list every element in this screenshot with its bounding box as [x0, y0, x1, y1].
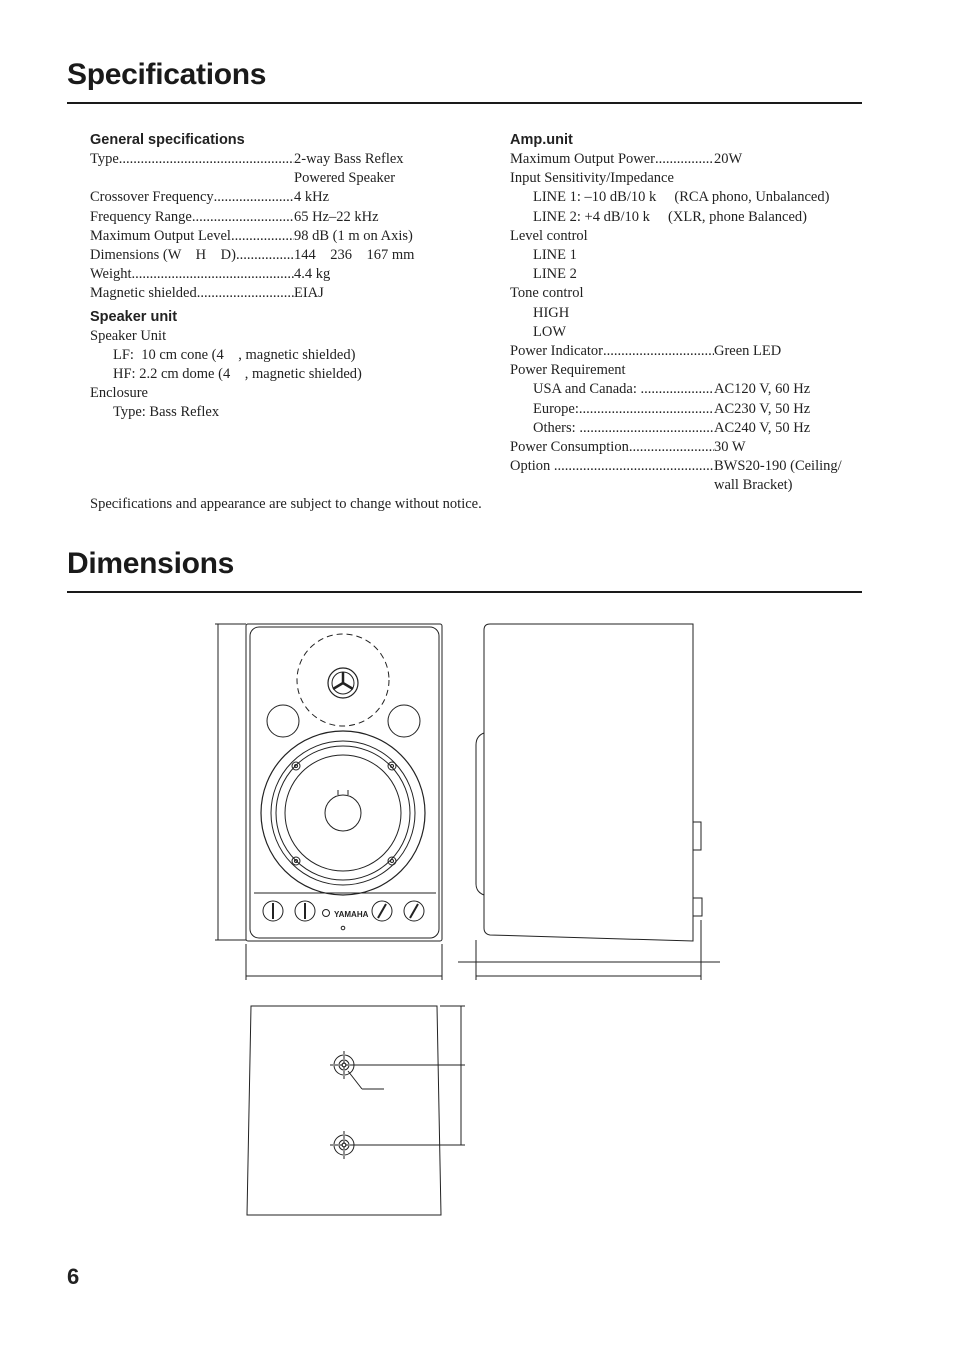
spec-label: Frequency Range — [90, 208, 192, 225]
page-number: 6 — [67, 1264, 80, 1289]
spec-notice: Specifications and appearance are subject to change without notice. — [90, 496, 482, 512]
spec-value: AC240 V, 50 Hz — [714, 419, 811, 436]
spec-value: 30 W — [714, 439, 746, 456]
back-view-drawing — [247, 1006, 465, 1215]
spec-value: 4 kHz — [294, 189, 330, 206]
speaker-unit-label: Speaker Unit — [90, 327, 167, 344]
enclosure-label: Enclosure — [90, 385, 148, 402]
speaker-unit-lf: LF: 10 cm cone (4 , magnetic shielded) — [113, 346, 356, 363]
tone-low: LOW — [533, 323, 567, 340]
level-line2: LINE 2 — [533, 266, 577, 283]
power-requirement-label: Power Requirement — [510, 362, 626, 379]
spec-label: Magnetic shielded — [90, 285, 197, 302]
spec-label: Crossover Frequency — [90, 189, 214, 206]
spec-label: Maximum Output Level — [90, 227, 231, 244]
spec-label: Others: — [533, 419, 580, 436]
spec-value: 144 236 167 mm — [294, 247, 415, 264]
input-line1: LINE 1: –10 dB/10 k (RCA phono, Unbalanced) — [533, 189, 830, 206]
spec-value: 98 dB (1 m on Axis) — [294, 227, 413, 244]
general-spec-heading: General specifications — [90, 132, 245, 148]
spec-value: 20W — [714, 151, 743, 167]
spec-value: AC120 V, 60 Hz — [714, 381, 811, 398]
tone-control-label: Tone control — [510, 285, 584, 302]
spec-label: Europe: — [533, 400, 579, 417]
spec-value-cont: Powered Speaker — [294, 170, 396, 187]
input-sensitivity-label: Input Sensitivity/Impedance — [510, 170, 674, 187]
spec-value: Green LED — [714, 343, 782, 360]
speaker-unit-hf: HF: 2.2 cm dome (4 , magnetic shielded) — [113, 366, 362, 383]
dimensions-title: Dimensions — [67, 547, 235, 580]
tone-high: HIGH — [533, 304, 570, 321]
yamaha-logo: YAMAHA — [334, 910, 369, 919]
spec-label: Power Consumption — [510, 439, 629, 456]
spec-value: AC230 V, 50 Hz — [714, 400, 811, 417]
spec-value: EIAJ — [294, 285, 324, 302]
spec-label: USA and Canada: — [533, 381, 641, 398]
spec-value: 65 Hz–22 kHz — [294, 208, 379, 225]
level-control-label: Level control — [510, 227, 588, 244]
amp-unit-heading: Amp.unit — [510, 132, 573, 148]
spec-value: 4.4 kg — [294, 266, 331, 283]
spec-label: Option — [510, 458, 554, 475]
spec-label: Maximum Output Power — [510, 151, 655, 167]
spec-value: BWS20-190 (Ceiling/ — [714, 458, 842, 475]
spec-label: Dimensions (W H D) — [90, 247, 236, 264]
specifications-title: Specifications — [67, 58, 267, 91]
spec-label: Power Indicator — [510, 343, 604, 360]
spec-value: 2-way Bass Reflex — [294, 151, 404, 167]
speaker-unit-heading: Speaker unit — [90, 308, 178, 325]
level-line1: LINE 1 — [533, 247, 577, 264]
side-view-drawing — [458, 624, 720, 980]
spec-label: Type — [90, 151, 119, 167]
spec-label: Weight — [90, 266, 132, 283]
front-view-drawing — [215, 624, 442, 980]
input-line2: LINE 2: +4 dB/10 k (XLR, phone Balanced) — [533, 208, 807, 225]
spec-value-cont: wall Bracket) — [714, 477, 793, 494]
enclosure-type: Type: Bass Reflex — [113, 404, 220, 421]
